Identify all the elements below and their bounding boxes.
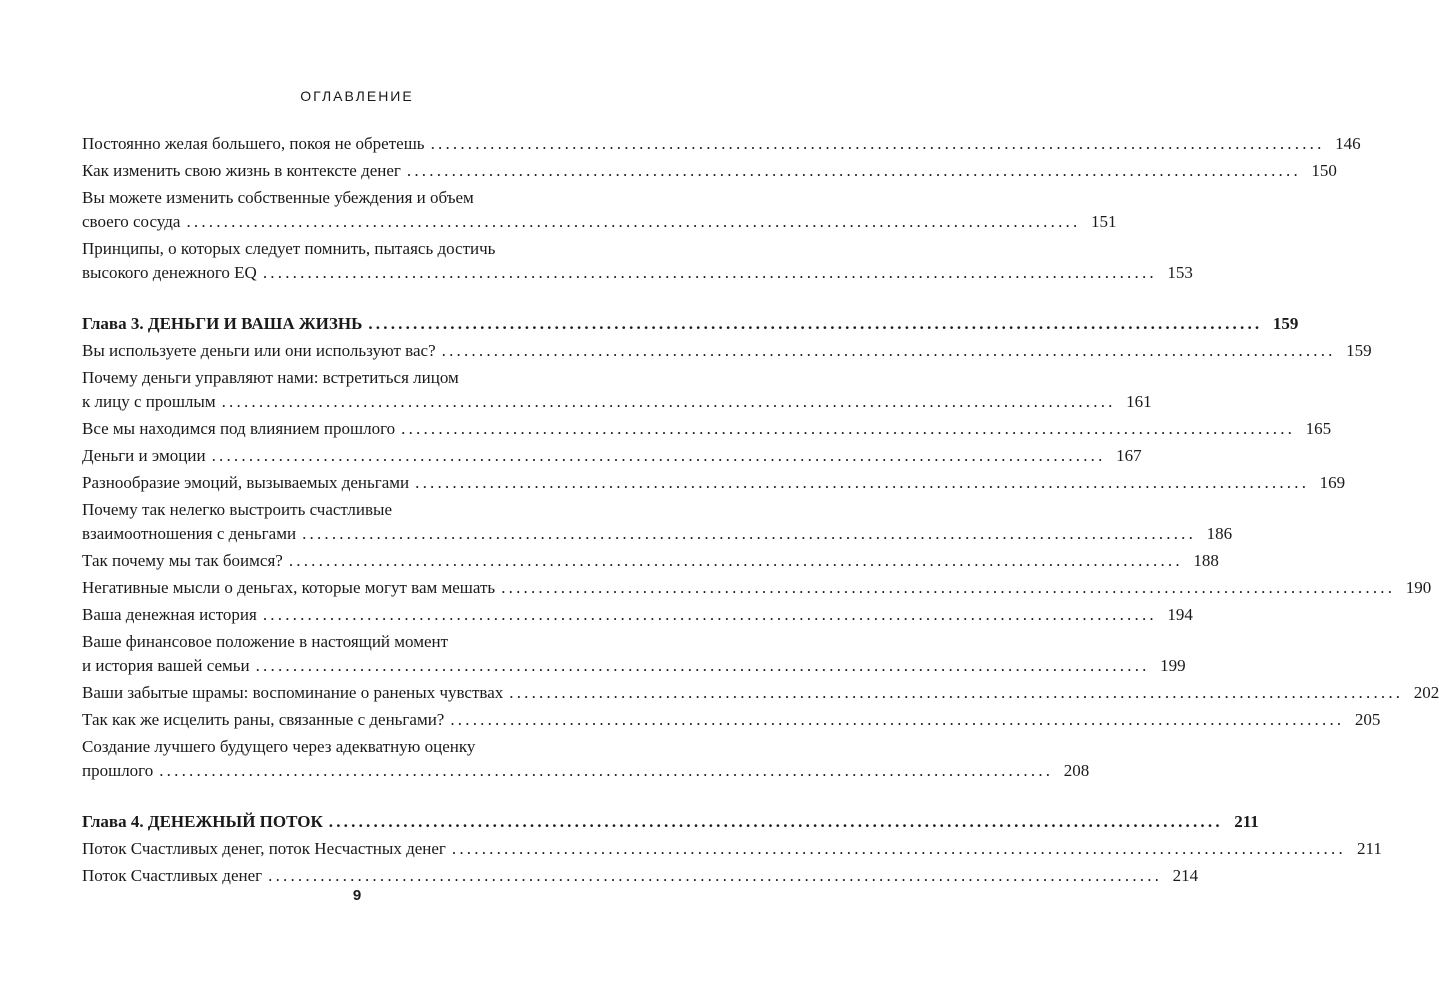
toc-entry-row (82, 549, 1219, 573)
table-of-contents (82, 132, 1439, 891)
toc-chapter-heading (82, 312, 1299, 336)
toc-entry-row (82, 522, 1233, 546)
dot-leader: ........................................................................................................................ (262, 263, 1157, 282)
toc-entry-row (82, 132, 1361, 156)
toc-entry-row (82, 810, 1259, 834)
toc-entry-title-line: Постоянно желая большего, покоя не обретешь (82, 134, 425, 153)
toc-entry-row (82, 390, 1152, 414)
toc-entry-row (82, 210, 1117, 234)
toc-entry-row (82, 864, 1199, 888)
dot-leader: ........................................................................................................................ (368, 314, 1263, 333)
toc-entry (82, 837, 1382, 861)
toc-page-number: 190 (1405, 578, 1432, 597)
toc-entry-row (82, 759, 1090, 783)
toc-entry-title-line: Вы можете изменить собственные убеждения и объем (82, 188, 474, 207)
toc-entry-row (82, 261, 1193, 285)
toc-page-number: 211 (1234, 812, 1259, 831)
toc-page-number: 167 (1116, 446, 1142, 465)
toc-entry-title-line: взаимоотношения с деньгами (82, 524, 297, 543)
dot-leader: ........................................................................................................................ (211, 446, 1106, 465)
toc-entry-title-line: своего сосуда (82, 212, 181, 231)
dot-leader: ........................................................................................................................ (221, 392, 1116, 411)
dot-leader: ........................................................................................................................ (501, 578, 1396, 597)
toc-entry (82, 471, 1346, 495)
toc-entry-row (82, 603, 1193, 627)
toc-entry-title-line: Все мы находимся под влиянием прошлого (82, 419, 396, 438)
toc-entry-title-line: Как изменить свою жизнь в контексте денег (82, 161, 401, 180)
toc-entry (82, 339, 1372, 363)
toc-entry-row (82, 417, 1332, 441)
dot-leader: ........................................................................................................................ (159, 761, 1054, 780)
toc-entry-row (82, 576, 1432, 600)
toc-page-number: 169 (1319, 473, 1346, 492)
dot-leader: ........................................................................................................................ (302, 524, 1197, 543)
toc-entry-title-line: Ваши забытые шрамы: воспоминание о раненых чувствах (82, 683, 504, 702)
dot-leader: ........................................................................................................................ (415, 473, 1310, 492)
toc-page-number: 188 (1193, 551, 1219, 570)
toc-page-number: 159 (1272, 314, 1299, 333)
toc-entry (82, 417, 1332, 441)
dot-leader: ........................................................................................................................ (262, 605, 1157, 624)
toc-entry (82, 237, 1193, 285)
section-spacer (82, 786, 578, 810)
toc-entry-row (82, 681, 1439, 705)
toc-page-number: 194 (1167, 605, 1193, 624)
toc-entry-title-line: прошлого (82, 761, 154, 780)
toc-entry (82, 576, 1432, 600)
toc-entry (82, 735, 1090, 783)
toc-page-number: 153 (1167, 263, 1193, 282)
toc-entry-title-line: высокого денежного EQ (82, 263, 257, 282)
toc-page-number: 165 (1305, 419, 1332, 438)
page-title: ОГЛАВЛЕНИЕ (300, 88, 414, 104)
page-number: 9 (352, 887, 362, 904)
toc-entry-row (82, 471, 1346, 495)
toc-entry-title-line: Разнообразие эмоций, вызываемых деньгами (82, 473, 410, 492)
toc-page-number: 146 (1335, 134, 1361, 153)
toc-page-number: 151 (1090, 212, 1117, 231)
toc-entry-title-line: Глава 3. ДЕНЬГИ И ВАША ЖИЗНЬ (82, 314, 363, 333)
toc-entry-row (82, 708, 1381, 732)
toc-page-number: 208 (1063, 761, 1090, 780)
dot-leader: ........................................................................................................................ (451, 839, 1346, 858)
dot-leader: ........................................................................................................................ (288, 551, 1183, 570)
toc-entry-row (82, 312, 1299, 336)
dot-leader: ........................................................................................................................ (268, 866, 1163, 885)
toc-entry (82, 159, 1337, 183)
toc-entry-title-line: Ваше финансовое положение в настоящий момент (82, 632, 449, 651)
toc-entry (82, 708, 1381, 732)
dot-leader: ........................................................................................................................ (255, 656, 1150, 675)
toc-entry-title-line: Негативные мысли о деньгах, которые могут вам мешать (82, 578, 496, 597)
section-spacer (82, 288, 578, 312)
toc-entry-title-line: Деньги и эмоции (82, 446, 206, 465)
toc-entry (82, 132, 1361, 156)
toc-entry (82, 549, 1219, 573)
toc-entry-title-line: Вы используете деньги или они используют вас? (82, 341, 436, 360)
toc-entry-row (82, 159, 1337, 183)
toc-entry-title-line: Почему так нелегко выстроить счастливые (82, 500, 393, 519)
toc-entry-title-line: Поток Счастливых денег (82, 866, 263, 885)
toc-entry (82, 864, 1199, 888)
toc-page-number: 211 (1357, 839, 1382, 858)
toc-entry-title-line: Так почему мы так боимся? (82, 551, 283, 570)
toc-entry-row (82, 339, 1372, 363)
toc-page-number: 150 (1311, 161, 1337, 180)
toc-entry-title-line: Принципы, о которых следует помнить, пытаясь достичь (82, 239, 496, 258)
toc-entry-title-line: к лицу с прошлым (82, 392, 216, 411)
toc-entry-row (82, 837, 1382, 861)
toc-page-number: 199 (1160, 656, 1186, 675)
toc-chapter-heading (82, 810, 1259, 834)
toc-entry (82, 444, 1142, 468)
toc-entry-title-line: Создание лучшего будущего через адекватную оценку (82, 737, 476, 756)
toc-entry-title-line: Поток Счастливых денег, поток Несчастных денег (82, 839, 446, 858)
toc-page-number: 161 (1126, 392, 1152, 411)
dot-leader: ........................................................................................................................ (441, 341, 1336, 360)
dot-leader: ........................................................................................................................ (450, 710, 1345, 729)
toc-page-number: 159 (1346, 341, 1372, 360)
toc-entry-title-line: Так как же исцелить раны, связанные с деньгами? (82, 710, 445, 729)
dot-leader: ........................................................................................................................ (430, 134, 1325, 153)
toc-entry-title-line: Почему деньги управляют нами: встретиться лицом (82, 368, 459, 387)
dot-leader: ........................................................................................................................ (401, 419, 1296, 438)
toc-entry-title-line: Глава 4. ДЕНЕЖНЫЙ ПОТОК (82, 812, 323, 831)
toc-page-number: 214 (1172, 866, 1199, 885)
toc-entry-row (82, 654, 1186, 678)
toc-entry-row (82, 444, 1142, 468)
toc-entry (82, 681, 1439, 705)
dot-leader: ........................................................................................................................ (328, 812, 1223, 831)
toc-page-number: 202 (1413, 683, 1439, 702)
toc-entry (82, 630, 1186, 678)
toc-entry (82, 603, 1193, 627)
toc-page-number: 186 (1206, 524, 1233, 543)
toc-entry-title-line: и история вашей семьи (82, 656, 250, 675)
dot-leader: ........................................................................................................................ (406, 161, 1301, 180)
toc-entry (82, 498, 1233, 546)
dot-leader: ........................................................................................................................ (186, 212, 1081, 231)
toc-page-number: 205 (1354, 710, 1381, 729)
toc-entry-title-line: Ваша денежная история (82, 605, 257, 624)
toc-entry (82, 186, 1117, 234)
dot-leader: ........................................................................................................................ (509, 683, 1404, 702)
toc-entry (82, 366, 1152, 414)
